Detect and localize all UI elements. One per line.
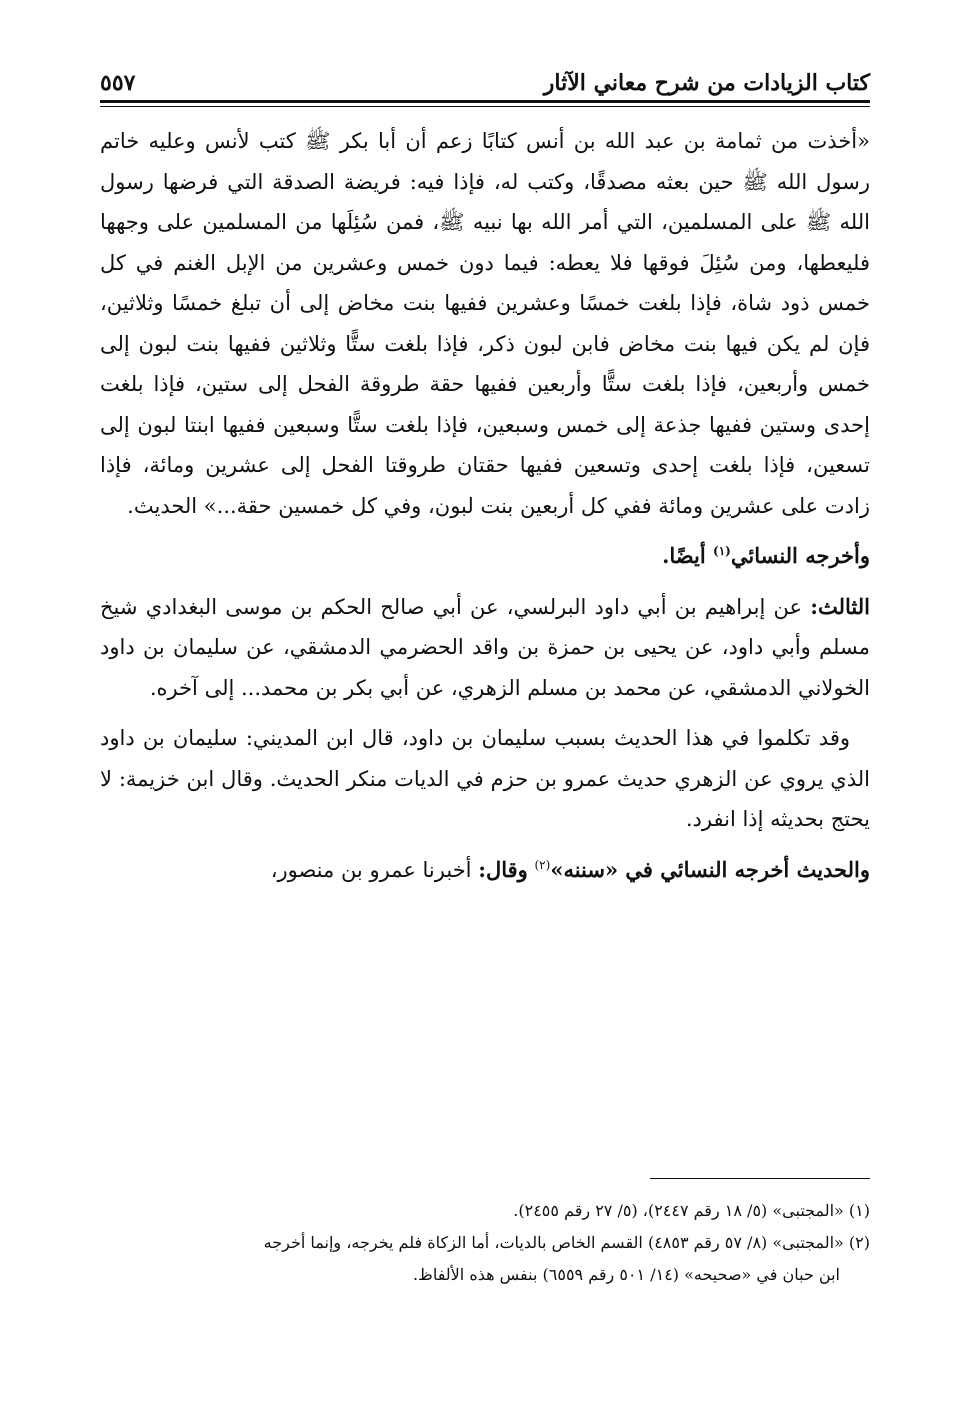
nasai-note-text: وأخرجه النسائي [730, 543, 870, 568]
footnote-2-continued: ابن حبان في «صحيحه» (١٤/ ٥٠١ رقم ٦٥٥٩) بنفس هذه الألفاظ. [412, 1265, 840, 1284]
nasai-note-paragraph [100, 536, 870, 577]
nasai-chain-start: أخبرنا عمرو بن منصور، [270, 857, 472, 882]
nasai-note-end: أيضًا. [662, 543, 706, 568]
footnote-ref-2: (٢) [534, 857, 551, 872]
running-title: كتاب الزيادات من شرح معاني الآثار [543, 70, 870, 96]
footnote-separator [650, 1178, 870, 1179]
nasai-said: وقال: [478, 856, 528, 882]
footnote-2: (٢) «المجتبى» (٨/ ٥٧ رقم ٤٨٥٣) القسم الخاص بالديات، أما الزكاة فلم يخرجه، وإنما أخرجه [263, 1233, 870, 1252]
page [100, 50, 870, 890]
page-header [100, 50, 870, 96]
third-chain-text: عن إبراهيم بن أبي داود البرلسي، عن أبي صالح الحكم بن موسى البغدادي شيخ مسلم وأبي داود، عن يحيى بن حمزة بن واقد الحضرمي الدمشقي، عن سليمان بن داود الخولاني الدمشقي، عن محمد بن مسلم الزهري، عن أبي بكر بن محمد... إلى آخره. [100, 594, 870, 700]
hadith-quote-paragraph: «أخذت من ثمامة بن عبد الله بن أنس كتابًا زعم أن أبا بكر ﷺ كتب لأنس وعليه خاتم رسول الله ﷺ حين بعثه مصدقًا، وكتب له، فإذا فيه: فريضة الصدقة التي فرضها رسول الله ﷺ على المسلمين، التي أمر الله بها نبيه ﷺ، فمن سُئِلَها من المسلمين على وجهها فليعطها، ومن سُئِلَ فوقها فلا يعطه: فيما دون خمس وعشرين من الإبل الغنم في كل خمس ذود شاة، فإذا بلغت خمسًا وعشرين ففيها بنت مخاض إلى أن تبلغ خمسًا وثلاثين، فإن لم يكن فيها بنت مخاض فابن لبون ذكر، فإذا بلغت ستًّا وثلاثين ففيها بنت لبون إلى خمس وأربعين، فإذا بلغت ستًّا وأربعين ففيها حقة طروقة الفحل إلى ستين، فإذا بلغت إحدى وستين ففيها جذعة إلى خمس وسبعين، فإذا بلغت ستًّا وسبعين ففيها ابنتا لبون إلى تسعين، فإذا بلغت إحدى وتسعين ففيها حقتان طروقتا الفحل إلى عشرين ومائة، فإذا زادت على عشرين ومائة ففي كل أربعين بنت لبون، وفي كل خمسين حقة...» الحديث. [100, 129, 870, 518]
header-rule-thin [100, 106, 870, 107]
nasai-sunan-text: والحديث أخرجه النسائي في «سننه» [550, 856, 870, 882]
page-number: ٥٥٧ [100, 70, 136, 96]
criticism-paragraph: وقد تكلموا في هذا الحديث بسبب سليمان بن داود، قال ابن المديني: سليمان بن داود الذي يروي عن الزهري حديث عمرو بن حزم في الديات منكر الحديث. وقال ابن خزيمة: لا يحتج بحديثه إذا انفرد. [100, 726, 870, 831]
third-chain-paragraph [100, 587, 870, 709]
footnote-ref-1: (١) [713, 544, 731, 558]
header-rule-thick [100, 100, 870, 103]
footnotes [100, 1195, 870, 1291]
nasai-sunan-paragraph [100, 850, 870, 891]
footnote-1: (١) «المجتبى» (٥/ ١٨ رقم ٢٤٤٧)، (٥/ ٢٧ رقم ٢٤٥٥). [513, 1201, 870, 1220]
main-text [100, 121, 870, 890]
third-label: الثالث: [810, 593, 870, 619]
